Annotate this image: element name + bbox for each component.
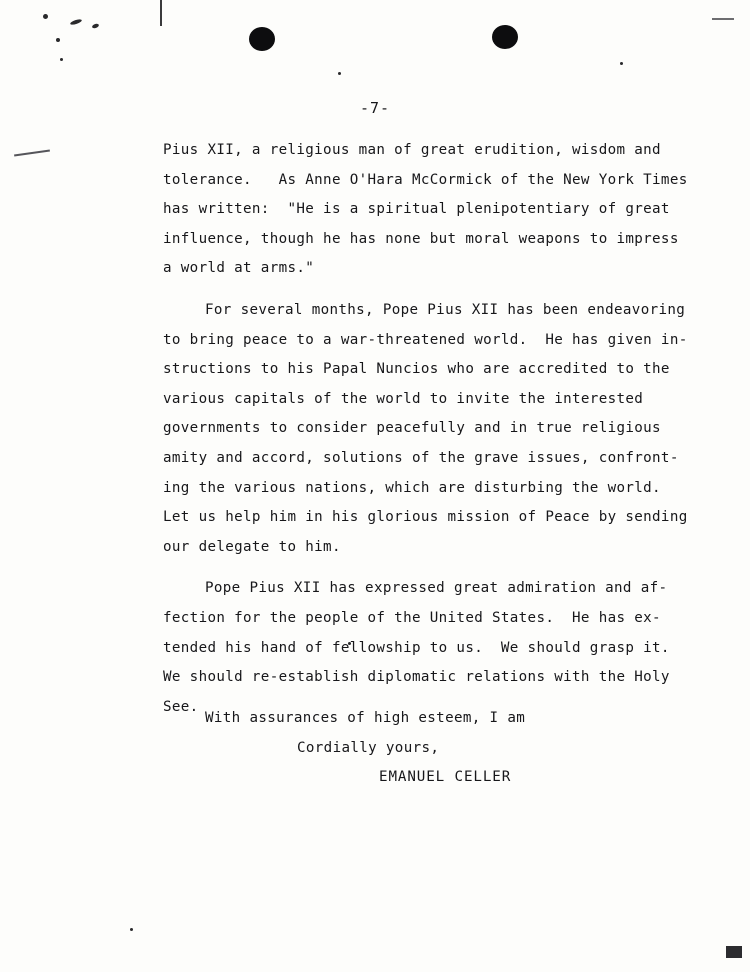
closing-block xyxy=(163,704,703,793)
paragraph xyxy=(163,296,703,562)
closing-salutation: With assurances of high esteem, I am xyxy=(205,710,526,726)
text-line: to bring peace to a war-threatened world. He has given in- xyxy=(163,331,688,348)
scan-speck xyxy=(130,928,133,931)
signature-name: EMANUEL CELLER xyxy=(379,769,512,786)
text-line: See. xyxy=(163,698,199,715)
text-line: For several months, Pope Pius XII has been endeavoring xyxy=(205,301,686,318)
scan-speck xyxy=(56,38,60,42)
hole-punch-icon xyxy=(492,25,518,49)
scan-speck xyxy=(70,18,83,26)
text-line: various capitals of the world to invite the interested xyxy=(163,390,644,407)
scan-speck xyxy=(620,62,623,65)
paragraph xyxy=(163,136,703,284)
text-line: governments to consider peacefully and in true religious xyxy=(163,420,661,437)
scan-speck xyxy=(338,72,341,75)
page-edge-mark xyxy=(160,0,162,26)
hole-punch-icon xyxy=(249,27,275,51)
scan-speck xyxy=(92,23,100,29)
closing-phrase: Cordially yours, xyxy=(297,739,440,756)
text-line: our delegate to him. xyxy=(163,538,341,555)
text-line: a world at arms." xyxy=(163,260,315,277)
text-line: Pius XII, a religious man of great erudition, wisdom and xyxy=(163,142,661,158)
text-line: ing the various nations, which are disturbing the world. xyxy=(163,479,661,496)
page-edge-mark xyxy=(14,150,50,157)
scan-speck xyxy=(60,58,63,61)
text-line: has written: "He is a spiritual plenipotentiary of great xyxy=(163,201,670,218)
paragraph xyxy=(163,574,703,722)
page-edge-mark xyxy=(712,18,734,20)
text-line: structions to his Papal Nuncios who are accredited to the xyxy=(163,361,670,378)
scan-speck xyxy=(43,14,48,19)
letter-body xyxy=(163,136,703,722)
text-line: Let us help him in his glorious mission of Peace by sending xyxy=(163,509,688,526)
page-corner-mark xyxy=(726,946,742,958)
text-line: Pope Pius XII has expressed great admiration and af- xyxy=(205,580,668,597)
text-line: amity and accord, solutions of the grave issues, confront- xyxy=(163,449,679,466)
text-line: We should re-establish diplomatic relations with the Holy xyxy=(163,669,670,686)
text-line: influence, though he has none but moral weapons to impress xyxy=(163,230,679,247)
text-line: tended his hand of fellowship to us. We should grasp it. xyxy=(163,639,670,656)
text-line: tolerance. As Anne O'Hara McCormick of the New York Times xyxy=(163,171,688,188)
text-line: fection for the people of the United States. He has ex- xyxy=(163,609,661,626)
page-number: -7- xyxy=(359,99,391,117)
